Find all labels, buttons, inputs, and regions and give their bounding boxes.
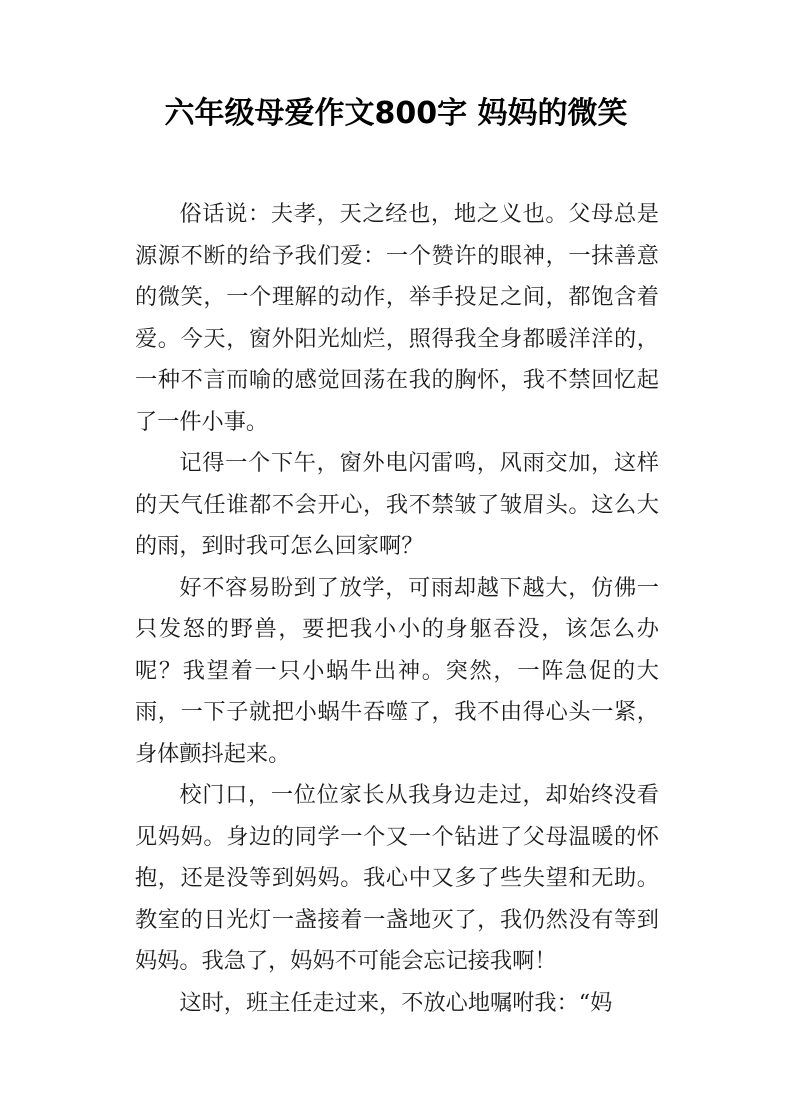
page-title: 六年级母爱作文800字 妈妈的微笑	[164, 96, 628, 131]
paragraph-3: 好不容易盼到了放学，可雨却越下越大，仿佛一只发怒的野兽，要把我小小的身躯吞没，该怎么办呢？我望着一只小蜗牛出神。突然，一阵急促的大雨，一下子就把小蜗牛吞噬了，我不由得心头一紧，身体颤抖起来。	[135, 574, 659, 767]
paragraph-1: 俗话说：夫孝，天之经也，地之义也。父母总是源源不断的给予我们爱：一个赞许的眼神，一抹善意的微笑，一个理解的动作，举手投足之间，都饱含着爱。今天，窗外阳光灿烂，照得我全身都暖洋洋的，一种不言而喻的感觉回荡在我的胸怀，我不禁回忆起了一件小事。	[135, 201, 659, 435]
paragraph-4: 校门口，一位位家长从我身边走过，却始终没看见妈妈。身边的同学一个又一个钻进了父母温暖的怀抱，还是没等到妈妈。我心中又多了些失望和无助。教室的日光灯一盏接着一盏地灭了，我仍然没有等到妈妈。我急了，妈妈不可能会忘记接我啊！	[135, 782, 659, 974]
paragraph-5: 这时，班主任走过来，不放心地嘱咐我：“妈	[179, 989, 613, 1016]
paragraph-2: 记得一个下午，窗外电闪雷鸣，风雨交加，这样的天气任谁都不会开心，我不禁皱了皱眉头。这么大的雨，到时我可怎么回家啊？	[135, 450, 659, 559]
article-body	[135, 194, 659, 1024]
